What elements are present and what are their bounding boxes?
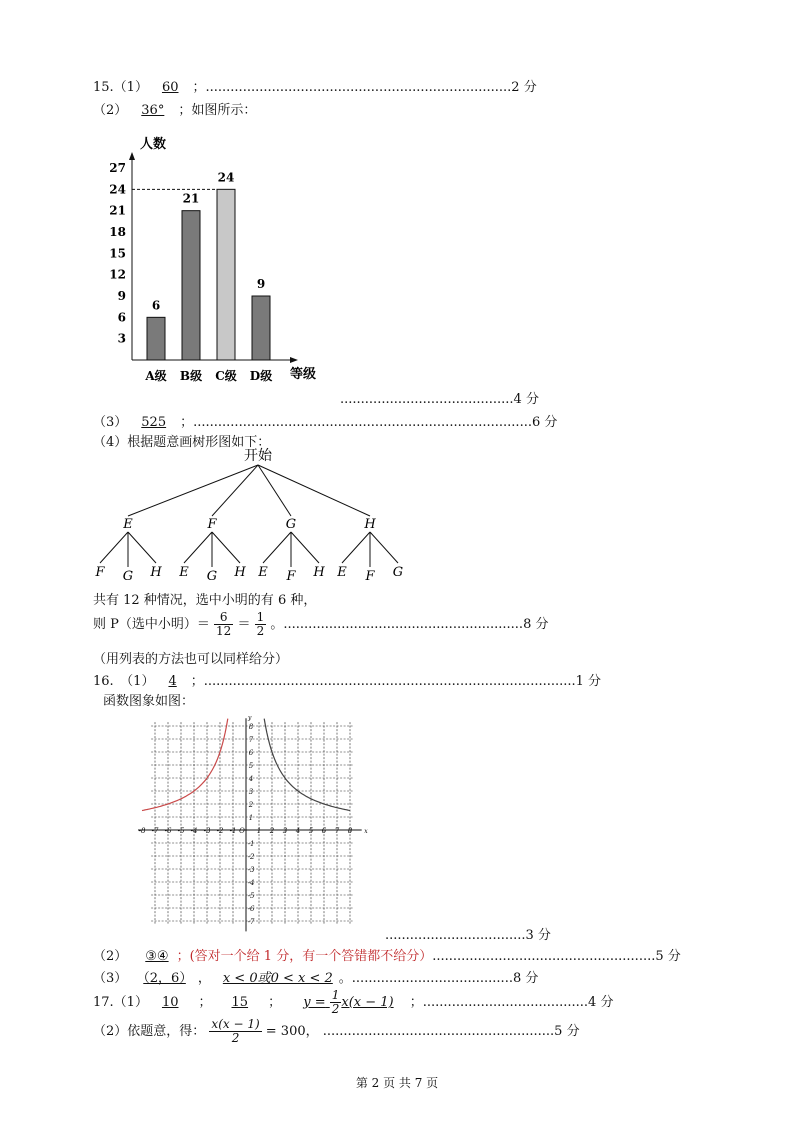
tree-branch	[100, 532, 128, 563]
y-tick-label: -6	[247, 905, 255, 913]
frac2-den: 2	[256, 624, 265, 638]
x-tick-label: -5	[177, 827, 185, 835]
tree-branch	[291, 532, 319, 563]
q16-p3-label: （3）	[93, 971, 128, 986]
y-tick-label: -3	[247, 866, 255, 874]
x-tick-label: B级	[179, 369, 203, 383]
y-tick-label: 4	[248, 775, 254, 783]
y-tick-label: 1	[248, 814, 254, 822]
tree-level2-node: F	[286, 569, 296, 584]
tree-branch	[184, 532, 212, 563]
q16-p1-score: ；..........................................................................................1 分	[190, 674, 602, 689]
x-axis-arrow	[290, 357, 298, 363]
q17-p1-score: ；........................................4 分	[409, 995, 614, 1010]
formula-den: 2	[331, 1002, 340, 1016]
x-tick-label: 6	[321, 827, 327, 835]
q17-p2-score: ........................................................5 分	[322, 1024, 580, 1039]
q15-part3	[93, 411, 557, 430]
q16-part1	[93, 670, 601, 689]
eq-num: x(x − 1)	[211, 1017, 260, 1031]
q16-part3	[93, 967, 538, 986]
frac2-num: 1	[256, 610, 265, 624]
q15-probability	[93, 611, 548, 638]
q15-p1-answer: 60	[161, 80, 179, 95]
x-tick-label: 8	[347, 827, 353, 835]
tree-branch	[212, 532, 240, 563]
formula-suffix: x(x − 1)	[341, 995, 394, 1010]
prob-prefix: 则 P（选中小明）＝	[93, 617, 210, 632]
q16-score-3: ..................................3 分	[385, 928, 551, 943]
y-tick-label: 6	[117, 310, 126, 325]
bar	[147, 317, 165, 360]
y-tick-label: -1	[247, 840, 255, 848]
q16-part2	[93, 945, 681, 964]
x-axis-label: 等级	[290, 367, 317, 382]
tree-level2-node: F	[95, 565, 105, 580]
tree-level2-node: E	[337, 565, 347, 580]
x-tick-label: 4	[295, 827, 301, 835]
y-axis-arrow	[129, 152, 135, 160]
y-axis-label: 人数	[140, 137, 167, 152]
x-tick-label: 5	[308, 827, 314, 835]
q15-part4-text: （4）根据题意画树形图如下：	[93, 435, 271, 450]
q16-p3-sep: ，	[197, 971, 211, 986]
q15-p2-text: ；如图所示：	[178, 103, 257, 118]
fraction-1-2	[255, 611, 267, 638]
bar-data-label: 24	[217, 170, 235, 185]
y-tick-label: 24	[109, 182, 126, 197]
x-axis-label: x	[364, 828, 368, 835]
q15-p1-score: ；..........................................................................2 分	[192, 80, 537, 95]
q15-part2	[93, 99, 256, 118]
q15-p1-label: 15.（1）	[93, 80, 148, 95]
q17-part1	[93, 989, 613, 1016]
bar-data-label: 21	[182, 191, 200, 206]
x-tick-label: -8	[138, 827, 146, 835]
tree-level2-node: G	[392, 565, 404, 580]
x-tick-label: -2	[216, 827, 224, 835]
y-tick-label: -2	[247, 853, 255, 861]
q17-p2-label: （2）依题意，得：	[93, 1024, 206, 1039]
q17-p1-label: 17.（1）	[93, 995, 148, 1010]
x-tick-label: 2	[269, 827, 275, 835]
tree-level2-node: H	[150, 565, 162, 580]
y-tick-label: -5	[247, 892, 255, 900]
tree-level1-node: H	[364, 517, 376, 532]
x-tick-label: O	[239, 827, 245, 835]
frac1-den: 12	[216, 624, 232, 638]
y-tick-label: 3	[248, 788, 254, 796]
y-tick-label: -4	[247, 879, 255, 887]
x-tick-label: -1	[229, 827, 237, 835]
x-tick-label: -7	[151, 827, 159, 835]
q15-score-4: ..........................................4 分	[340, 392, 539, 407]
tree-level2-node: H	[234, 565, 246, 580]
q16-p3-answer1: （2，6）	[143, 971, 186, 986]
eq-rhs: = 300，	[265, 1024, 319, 1039]
q16-p2-note: ；(答对一个给 1 分，有一个答错都不给分）	[176, 949, 433, 964]
formula-fraction	[330, 989, 342, 1016]
q15-part1	[93, 76, 537, 95]
q15-note: （用列表的方法也可以同样给分）	[93, 652, 289, 667]
x-tick-label: A级	[145, 369, 167, 383]
q17-part2	[93, 1018, 580, 1045]
y-axis-label: y	[248, 714, 252, 722]
prob-eq: ＝	[237, 617, 251, 632]
tree-branch	[128, 532, 156, 563]
bar	[217, 189, 235, 360]
y-tick-label: 3	[117, 331, 126, 346]
x-tick-label: C级	[215, 369, 237, 383]
q15-p2-label: （2）	[93, 103, 128, 118]
q15-p3-answer: 525	[141, 415, 167, 430]
q15-total-cases: 共有 12 种情况，选中小明的有 6 种，	[93, 593, 317, 608]
tree-level2-node: F	[365, 569, 375, 584]
x-tick-label: -6	[164, 827, 172, 835]
bar-chart	[100, 128, 340, 390]
bar-data-label: 9	[256, 277, 266, 291]
x-tick-label: -4	[190, 827, 198, 835]
y-tick-label: 18	[109, 225, 126, 239]
tree-level2-node: E	[258, 565, 268, 580]
y-tick-label: 27	[109, 161, 126, 175]
formula-num: 1	[331, 988, 340, 1002]
y-tick-label: 6	[248, 749, 254, 757]
formula-prefix: y =	[303, 995, 326, 1010]
q16-graph-caption: 函数图象如图：	[103, 694, 195, 709]
bar	[182, 211, 200, 360]
y-tick-label: 15	[109, 246, 126, 261]
tree-level1-node: E	[123, 517, 133, 532]
x-tick-label: 1	[256, 827, 262, 835]
q15-p3-score: ；..................................................................................6 分	[180, 415, 558, 430]
y-tick-label: 12	[109, 267, 126, 282]
q16-p2-score: ......................................................5 分	[432, 949, 681, 964]
y-tick-label: 5	[248, 762, 254, 770]
y-tick-label: 21	[109, 203, 126, 218]
tree-branch	[342, 532, 370, 563]
fraction-6-12	[214, 611, 233, 638]
frac1-num: 6	[214, 611, 233, 625]
q17-p1-sep2: ；	[268, 995, 282, 1010]
q17-formula	[291, 989, 405, 1016]
bar-data-label: 6	[151, 298, 161, 313]
q15-p2-answer: 36°	[141, 103, 165, 118]
tree-level1-node: F	[207, 517, 217, 532]
q17-equation-fraction	[209, 1018, 261, 1045]
q16-p3-score: 。.......................................8 分	[338, 971, 539, 986]
bar	[252, 296, 270, 360]
tree-branch	[370, 532, 398, 563]
tree-diagram	[88, 444, 428, 584]
x-tick-label: 7	[334, 827, 340, 835]
q16-p3-answer2: x < 0或0 < x < 2	[222, 971, 333, 986]
prob-suffix: 。..........................................................8 分	[270, 617, 549, 632]
page-footer: 第 2 页 共 7 页	[355, 1076, 439, 1090]
y-tick-label: 2	[248, 801, 254, 809]
q16-p1-label: 16. （1）	[93, 674, 155, 689]
y-tick-label: 8	[248, 723, 254, 731]
q17-p1-answer2: 15	[231, 995, 249, 1010]
y-tick-label: 9	[117, 289, 126, 303]
q16-p2-answer: ③④	[145, 949, 169, 964]
q17-p1-sep: ；	[198, 995, 212, 1010]
q16-p1-answer: 4	[168, 674, 177, 689]
x-tick-label: 3	[282, 827, 288, 835]
x-tick-label: D级	[249, 369, 273, 383]
tree-level1-node: G	[285, 517, 297, 532]
eq-den: 2	[231, 1031, 240, 1045]
tree-level2-node: E	[179, 565, 189, 580]
y-tick-label: -7	[247, 918, 255, 926]
q15-p3-label: （3）	[93, 415, 128, 430]
tree-branch	[212, 465, 258, 516]
tree-level2-node: G	[122, 569, 134, 584]
q17-p1-answer1: 10	[161, 995, 179, 1010]
tree-level2-node: H	[313, 565, 325, 580]
y-tick-label: 7	[248, 736, 254, 744]
tree-level2-node: G	[206, 569, 218, 584]
tree-branch	[263, 532, 291, 563]
tree-branch	[128, 465, 258, 516]
function-graph	[138, 710, 378, 932]
q16-p2-label: （2）	[93, 949, 128, 964]
tree-root: 开始	[244, 448, 272, 464]
x-tick-label: -3	[203, 827, 211, 835]
